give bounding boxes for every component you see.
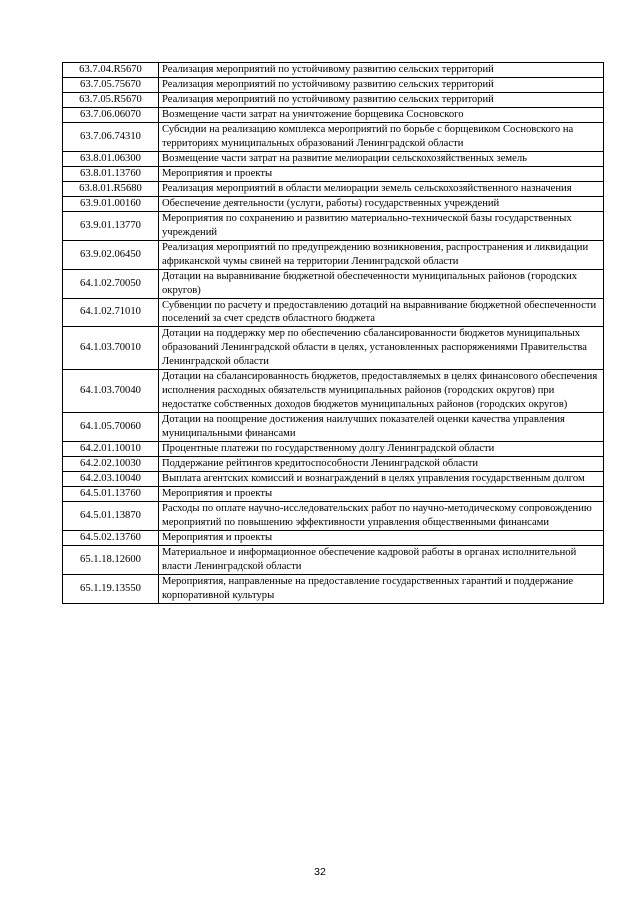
budget-code-cell: 64.2.02.10030 — [63, 457, 159, 472]
description-cell: Субсидии на реализацию комплекса мероприятий по борьбе с борщевиком Сосновского на территориях муниципальных образований Ленинградской области — [159, 122, 604, 151]
budget-code-cell: 63.8.01.06300 — [63, 151, 159, 166]
table-row — [63, 166, 604, 181]
budget-code-cell: 64.5.01.13760 — [63, 487, 159, 502]
budget-code-cell: 64.2.03.10040 — [63, 472, 159, 487]
description-cell: Мероприятия и проекты — [159, 531, 604, 546]
description-cell: Расходы по оплате научно-исследовательских работ по научно-методическому сопровождению мероприятий по повышению эффективности управления общественными финансами — [159, 502, 604, 531]
description-cell: Возмещение части затрат на развитие мелиорации сельскохозяйственных земель — [159, 151, 604, 166]
table-row — [63, 472, 604, 487]
budget-code-cell: 63.7.04.R5670 — [63, 63, 159, 78]
budget-code-cell: 63.9.02.06450 — [63, 240, 159, 269]
budget-code-cell: 64.2.01.10010 — [63, 442, 159, 457]
description-cell: Материальное и информационное обеспечение кадровой работы в органах исполнительной власти Ленинградской области — [159, 545, 604, 574]
budget-code-cell: 63.7.05.R5670 — [63, 92, 159, 107]
table-body — [63, 63, 604, 604]
table-row — [63, 63, 604, 78]
table-row — [63, 487, 604, 502]
table-row — [63, 107, 604, 122]
budget-code-cell: 64.1.02.71010 — [63, 298, 159, 327]
description-cell: Реализация мероприятий по устойчивому развитию сельских территорий — [159, 92, 604, 107]
budget-code-cell: 64.1.03.70010 — [63, 327, 159, 370]
table-row — [63, 77, 604, 92]
description-cell: Обеспечение деятельности (услуги, работы) государственных учреждений — [159, 196, 604, 211]
description-cell: Реализация мероприятий по устойчивому развитию сельских территорий — [159, 77, 604, 92]
description-cell: Мероприятия, направленные на предоставление государственных гарантий и поддержание корпоративной культуры — [159, 574, 604, 603]
table-row — [63, 442, 604, 457]
table-row — [63, 502, 604, 531]
table-row — [63, 211, 604, 240]
table-row — [63, 545, 604, 574]
budget-codes-table — [62, 62, 604, 604]
description-cell: Возмещение части затрат на уничтожение борщевика Сосновского — [159, 107, 604, 122]
budget-code-cell: 64.5.01.13870 — [63, 502, 159, 531]
budget-code-cell: 64.1.03.70040 — [63, 370, 159, 413]
table-row — [63, 269, 604, 298]
description-cell: Дотации на сбалансированность бюджетов, предоставляемых в целях финансового обеспечения исполнения расходных обязательств муниципальных районов (городских округов) при недостатке собственных доходов бюджетов муниципальных районов (городских округов) — [159, 370, 604, 413]
budget-code-cell: 63.8.01.13760 — [63, 166, 159, 181]
description-cell: Дотации на выравнивание бюджетной обеспеченности муниципальных районов (городских округов) — [159, 269, 604, 298]
budget-code-cell: 65.1.19.13550 — [63, 574, 159, 603]
budget-code-cell: 63.7.05.75670 — [63, 77, 159, 92]
table-row — [63, 181, 604, 196]
table-row — [63, 327, 604, 370]
table-row — [63, 413, 604, 442]
table-row — [63, 122, 604, 151]
table-row — [63, 370, 604, 413]
description-cell: Поддержание рейтингов кредитоспособности Ленинградской области — [159, 457, 604, 472]
description-cell: Мероприятия и проекты — [159, 166, 604, 181]
budget-code-cell: 63.9.01.00160 — [63, 196, 159, 211]
budget-code-cell: 64.1.05.70060 — [63, 413, 159, 442]
page-number: 32 — [314, 866, 326, 878]
table-row — [63, 196, 604, 211]
description-cell: Мероприятия по сохранению и развитию материально-технической базы государственных учреждений — [159, 211, 604, 240]
budget-code-cell: 65.1.18.12600 — [63, 545, 159, 574]
table-row — [63, 457, 604, 472]
table-row — [63, 298, 604, 327]
budget-code-cell: 64.1.02.70050 — [63, 269, 159, 298]
description-cell: Процентные платежи по государственному долгу Ленинградской области — [159, 442, 604, 457]
budget-code-cell: 64.5.02.13760 — [63, 531, 159, 546]
budget-code-cell: 63.7.06.74310 — [63, 122, 159, 151]
description-cell: Реализация мероприятий по предупреждению возникновения, распространения и ликвидации африканской чумы свиней на территории Ленинградской области — [159, 240, 604, 269]
description-cell: Реализация мероприятий в области мелиорации земель сельскохозяйственного назначения — [159, 181, 604, 196]
table-row — [63, 92, 604, 107]
description-cell: Субвенции по расчету и предоставлению дотаций на выравнивание бюджетной обеспеченности поселений за счет средств областного бюджета — [159, 298, 604, 327]
table-row — [63, 574, 604, 603]
budget-code-cell: 63.7.06.06070 — [63, 107, 159, 122]
table-row — [63, 240, 604, 269]
description-cell: Реализация мероприятий по устойчивому развитию сельских территорий — [159, 63, 604, 78]
description-cell: Дотации на поддержку мер по обеспечению сбалансированности бюджетов муниципальных образований Ленинградской области в целях, установленных распоряжениями Правительства Ленинградской области — [159, 327, 604, 370]
table-row — [63, 151, 604, 166]
description-cell: Мероприятия и проекты — [159, 487, 604, 502]
budget-code-cell: 63.8.01.R5680 — [63, 181, 159, 196]
description-cell: Выплата агентских комиссий и вознаграждений в целях управления государственным долгом — [159, 472, 604, 487]
budget-code-cell: 63.9.01.13770 — [63, 211, 159, 240]
table-row — [63, 531, 604, 546]
description-cell: Дотации на поощрение достижения наилучших показателей оценки качества управления муниципальными финансами — [159, 413, 604, 442]
